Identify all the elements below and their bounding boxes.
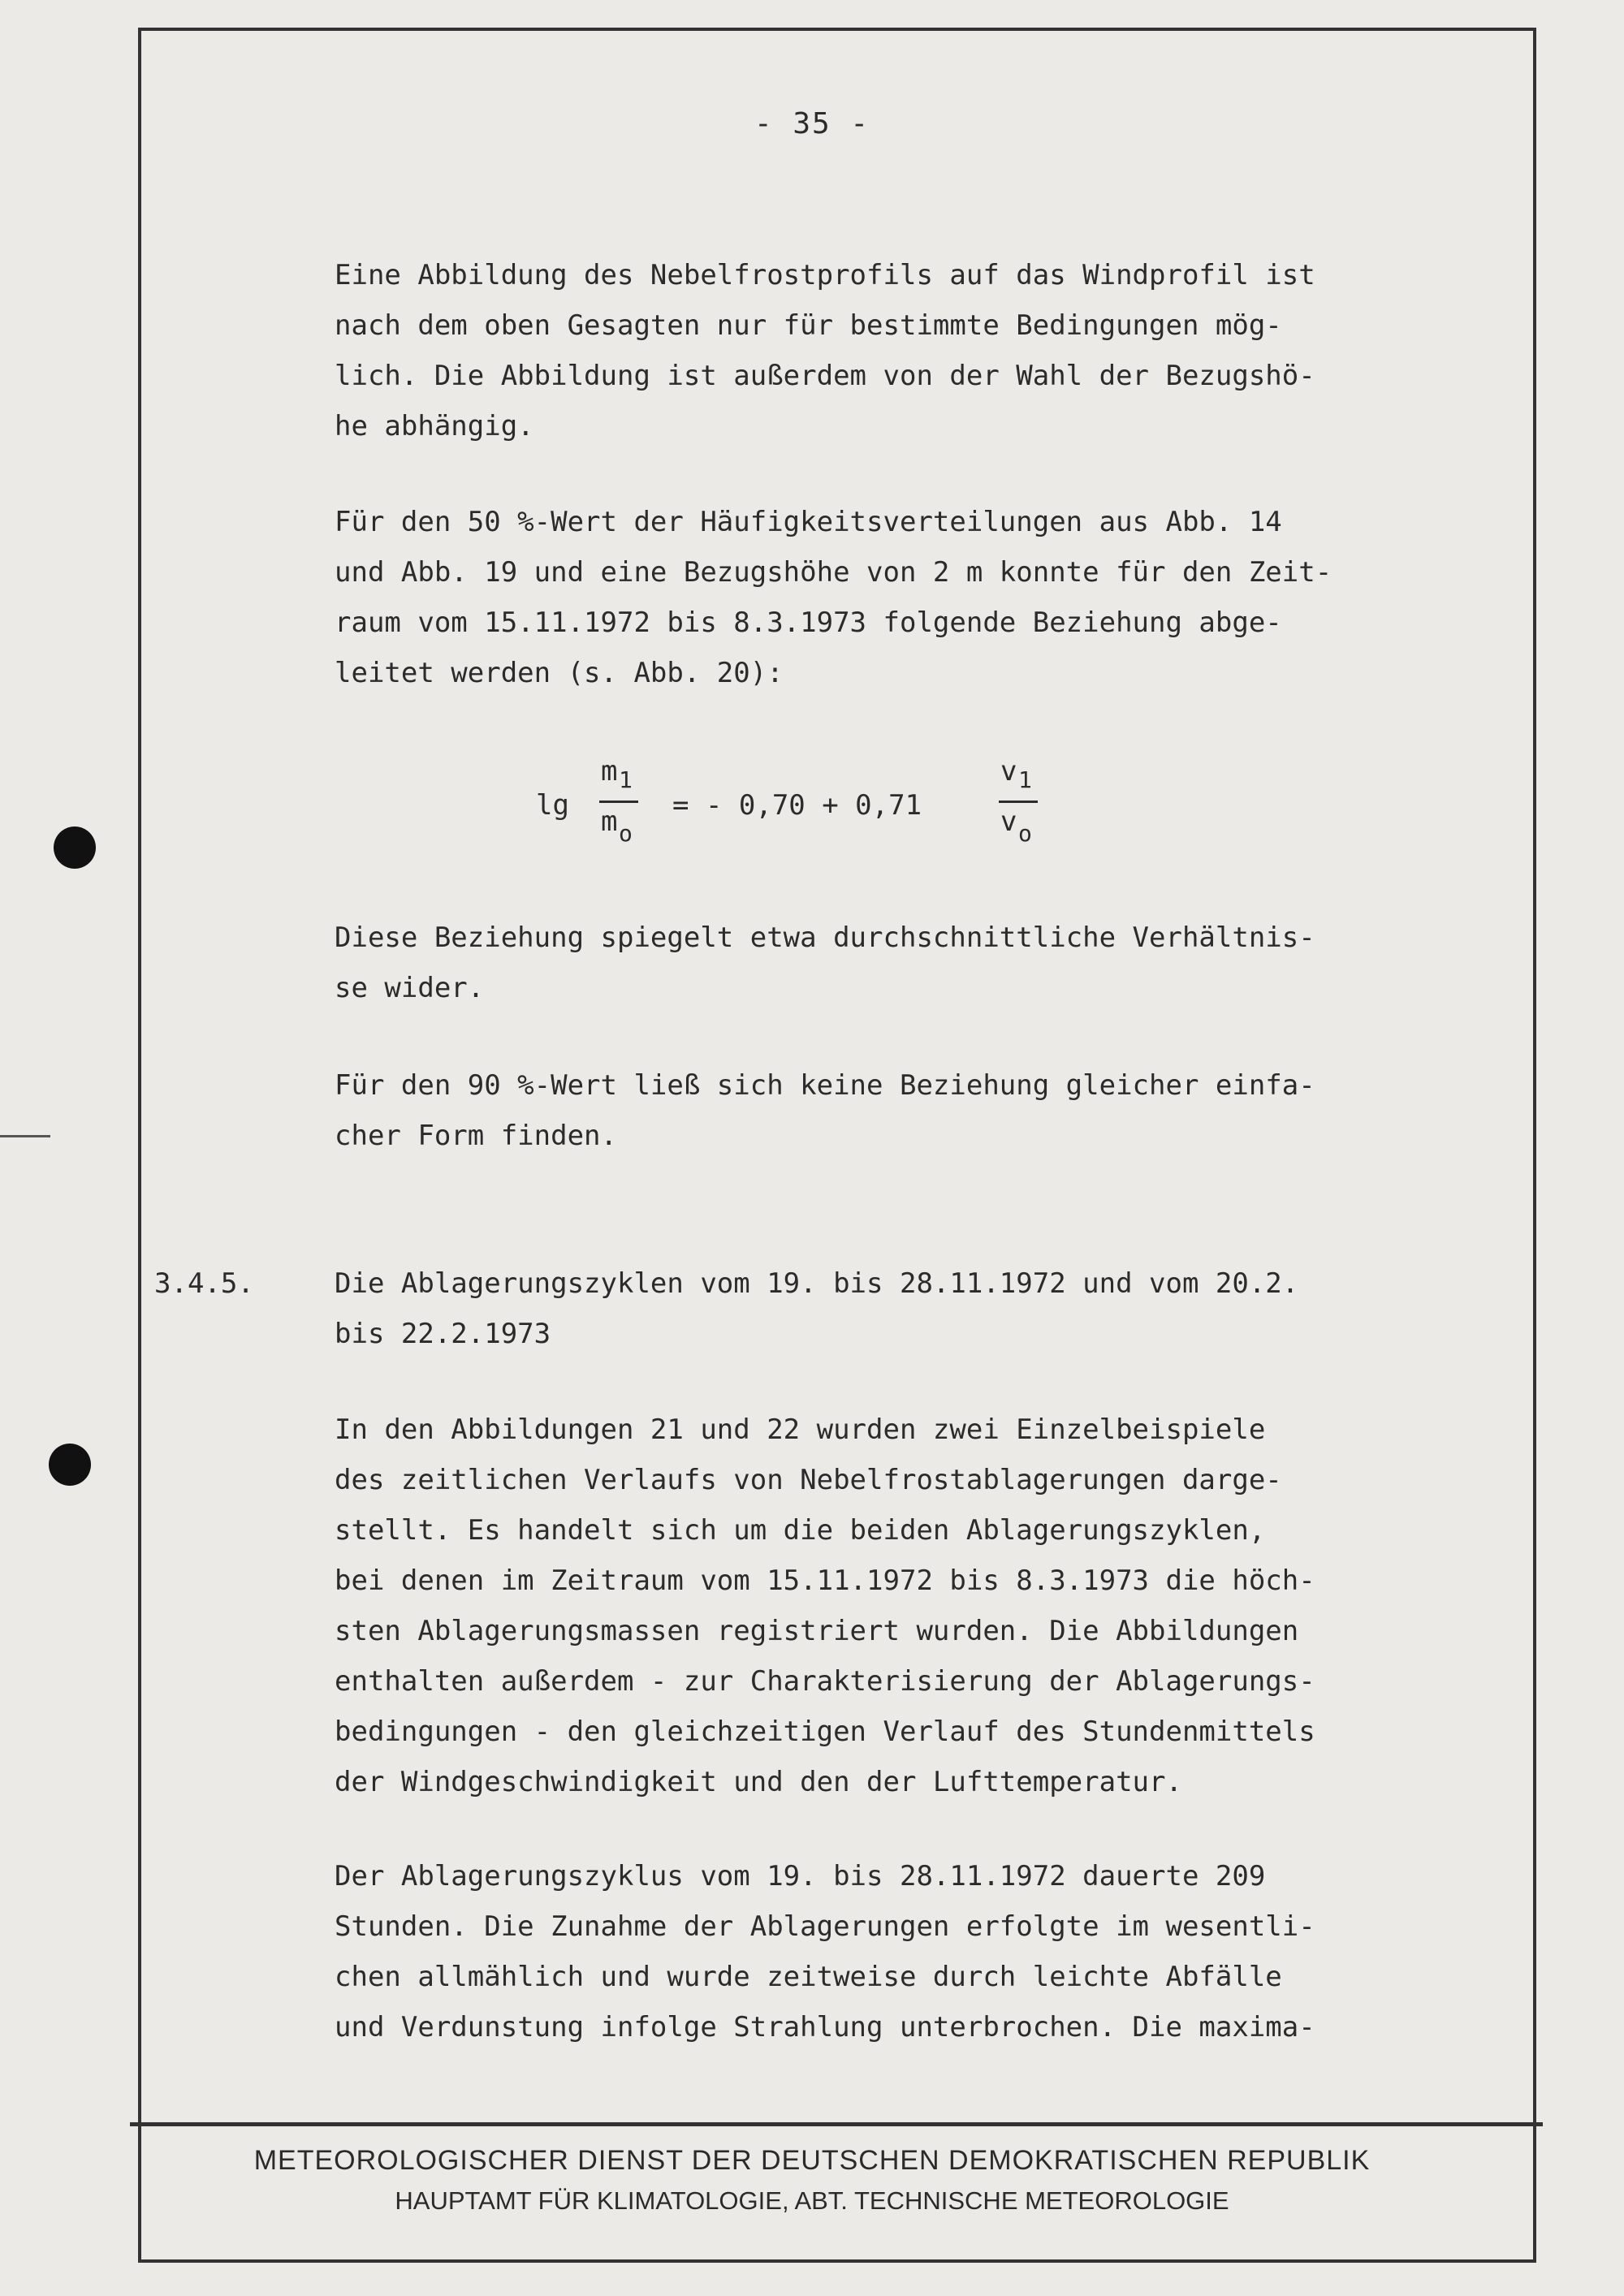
fraction-bar-v: [999, 801, 1038, 803]
text-line: raum vom 15.11.1972 bis 8.3.1973 folgende Beziehung abge-: [335, 606, 1282, 639]
paragraph-3: [335, 913, 1528, 1013]
text-line: und Abb. 19 und eine Bezugshöhe von 2 m konnte für den Zeit-: [335, 556, 1332, 589]
text-line: Diese Beziehung spiegelt etwa durchschnittliche Verhältnis-: [335, 921, 1315, 954]
text-line: enthalten außerdem - zur Charakterisierung der Ablagerungs-: [335, 1665, 1315, 1698]
text-line: Stunden. Die Zunahme der Ablagerungen erfolgte im wesentli-: [335, 1910, 1315, 1943]
paragraph-2: [335, 497, 1528, 698]
text-line: Für den 90 %-Wert ließ sich keine Beziehung gleicher einfa-: [335, 1069, 1315, 1102]
text-line: des zeitlichen Verlaufs von Nebelfrostablagerungen darge-: [335, 1464, 1282, 1496]
punch-hole-upper: [54, 826, 96, 869]
punch-hole-lower: [49, 1444, 91, 1486]
text-line: cher Form finden.: [335, 1120, 617, 1152]
text-line: In den Abbildungen 21 und 22 wurden zwei Einzelbeispiele: [335, 1413, 1266, 1446]
fold-mark: [0, 1135, 50, 1137]
paragraph-5: [335, 1405, 1528, 1807]
formula-m-denominator-sub: o: [619, 820, 633, 847]
section-title-line: bis 22.2.1973: [335, 1318, 551, 1350]
paragraph-4: [335, 1060, 1528, 1161]
text-line: der Windgeschwindigkeit und den der Lufttemperatur.: [335, 1766, 1182, 1798]
formula-v-numerator-sub: 1: [1018, 766, 1032, 793]
formula-v-denominator: v: [1000, 805, 1017, 838]
text-line: bedingungen - den gleichzeitigen Verlauf des Stundenmittels: [335, 1716, 1315, 1748]
page-number: - 35 -: [754, 107, 870, 140]
text-line: bei denen im Zeitraum vom 15.11.1972 bis 8.3.1973 die höch-: [335, 1564, 1315, 1597]
fraction-bar-m: [599, 801, 638, 803]
text-line: und Verdunstung infolge Strahlung unterbrochen. Die maxima-: [335, 2011, 1315, 2044]
section-number: 3.4.5.: [154, 1267, 254, 1300]
section-title: [335, 1258, 1298, 1359]
formula-m-numerator: m: [601, 755, 618, 788]
text-line: he abhängig.: [335, 410, 534, 442]
text-line: Für den 50 %-Wert der Häufigkeitsverteilungen aus Abb. 14: [335, 506, 1282, 538]
text-line: stellt. Es handelt sich um die beiden Ablagerungszyklen,: [335, 1514, 1266, 1547]
paragraph-1: [335, 250, 1528, 451]
footer-rule: [130, 2122, 1543, 2126]
text-line: lich. Die Abbildung ist außerdem von der Wahl der Bezugshö-: [335, 360, 1315, 392]
text-line: nach dem oben Gesagten nur für bestimmte Bedingungen mög-: [335, 309, 1282, 342]
footer-institution: METEOROLOGISCHER DIENST DER DEUTSCHEN DEMOKRATISCHEN REPUBLIK: [253, 2145, 1371, 2176]
formula-v-denominator-sub: o: [1018, 820, 1032, 847]
formula-middle: = - 0,70 + 0,71: [672, 789, 922, 822]
formula-lg: lg: [536, 789, 569, 822]
formula-v-numerator: v: [1000, 755, 1017, 788]
text-line: Eine Abbildung des Nebelfrostprofils auf das Windprofil ist: [335, 259, 1315, 291]
text-line: sten Ablagerungsmassen registriert wurden. Die Abbildungen: [335, 1615, 1299, 1647]
formula-m-denominator: m: [601, 805, 618, 838]
text-line: Der Ablagerungszyklus vom 19. bis 28.11.1972 dauerte 209: [335, 1860, 1266, 1892]
section-title-line: Die Ablagerungszyklen vom 19. bis 28.11.1972 und vom 20.2.: [335, 1267, 1299, 1300]
paragraph-6: [335, 1851, 1528, 2052]
text-line: leitet werden (s. Abb. 20):: [335, 657, 784, 689]
footer-department: HAUPTAMT FÜR KLIMATOLOGIE, ABT. TECHNISCHE METEOROLOGIE: [395, 2186, 1229, 2215]
formula-m-numerator-sub: 1: [619, 766, 633, 793]
text-line: chen allmählich und wurde zeitweise durch leichte Abfälle: [335, 1961, 1282, 1993]
text-line: se wider.: [335, 972, 485, 1004]
